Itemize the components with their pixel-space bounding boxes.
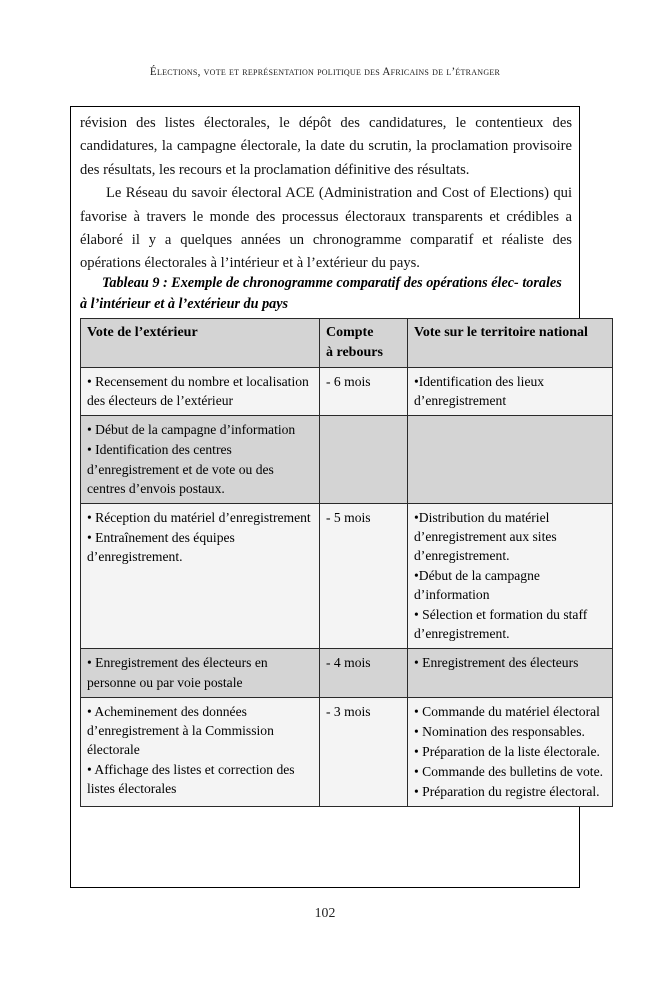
cell-line: • Début de la campagne d’information [87,422,296,438]
table-header-row [81,319,613,368]
cell-line: •Distribution du matériel d’enregistrement aux sites d’enregistrement. [414,509,557,563]
cell-line: • Préparation de la liste électorale. [414,743,600,759]
cell-national [408,368,613,416]
table-header [81,319,613,368]
cell-line: • Acheminement des données d’enregistrement à la Commission électorale [87,703,274,757]
cell-line: • Enregistrement des électeurs [414,655,579,671]
cell-exterieur [81,368,320,416]
cell-line: • Identification des centres d’enregistrement et de vote ou des centres d’envois postaux. [87,442,274,496]
cell-line: •Début de la campagne d’information [414,568,540,603]
header-compte-a-rebours [320,319,408,368]
table-row [81,368,613,416]
cell-national [408,503,613,649]
cell-line: •Identification des lieux d’enregistrement [414,374,545,409]
cell-line: • Entraînement des équipes d’enregistrement. [87,529,235,564]
cell-compte: - 6 mois [320,368,408,416]
table-caption-line-1: Tableau 9 : Exemple de chronogramme comparatif des opérations élec- [102,275,519,291]
cell-compte [320,416,408,503]
cell-compte: - 5 mois [320,503,408,649]
running-head: Élections, vote et représentation politique des Africains de l’étranger [149,66,501,78]
cell-line: • Commande du matériel électoral [414,703,600,719]
cell-line: • Préparation du registre électoral. [414,783,600,799]
cell-line: • Recensement du nombre et localisation des électeurs de l’extérieur [87,374,309,409]
cell-national [408,649,613,697]
table-row [81,503,613,649]
table-row [81,416,613,503]
chronogramme-table [80,318,613,807]
table-caption [80,273,572,314]
table-row [81,697,613,806]
cell-line: • Commande des bulletins de vote. [414,763,603,779]
table-body [81,368,613,807]
cell-exterieur [81,697,320,806]
table-row [81,649,613,697]
cell-line: • Enregistrement des électeurs en personne ou par voie postale [87,655,268,690]
paragraph-1: révision des listes électorales, le dépôt des candidatures, le contentieux des candidatures, la campagne électorale, la date du scrutin, la proclamation provisoire des résultats, les recours et la proclamation définitive des résultats. [80,115,572,178]
cell-line: • Réception du matériel d’enregistrement [87,509,311,525]
cell-exterieur [81,649,320,697]
cell-line: • Nomination des responsables. [414,723,585,739]
header-vote-exterieur: Vote de l’extérieur [81,319,320,368]
cell-compte: - 4 mois [320,649,408,697]
content-frame [70,106,603,888]
page-number: 102 [314,905,336,920]
body-text-block [80,112,572,276]
header-compte-line-1: Compte [326,325,374,340]
cell-national [408,416,613,503]
cell-national [408,697,613,806]
cell-line: • Sélection et formation du staff d’enregistrement. [414,607,588,642]
header-vote-territoire-national: Vote sur le territoire national [408,319,613,368]
header-compte-line-2: à rebours [326,345,383,361]
cell-compte: - 3 mois [320,697,408,806]
cell-exterieur [81,416,320,503]
cell-line: • Affichage des listes et correction des listes électorales [87,761,295,796]
paragraph-2: Le Réseau du savoir électoral ACE (Administration and Cost of Elections) qui favorise à travers le monde des processus électoraux transparents et crédibles a élaboré il y a quelques années un chronogramme comparatif et réaliste des opérations électorales à l’intérieur et à l’extérieur du pays. [80,185,572,272]
table-caption-line-2: torales à l’intérieur et à l’extérieur du pays [80,275,562,312]
cell-exterieur [81,503,320,649]
